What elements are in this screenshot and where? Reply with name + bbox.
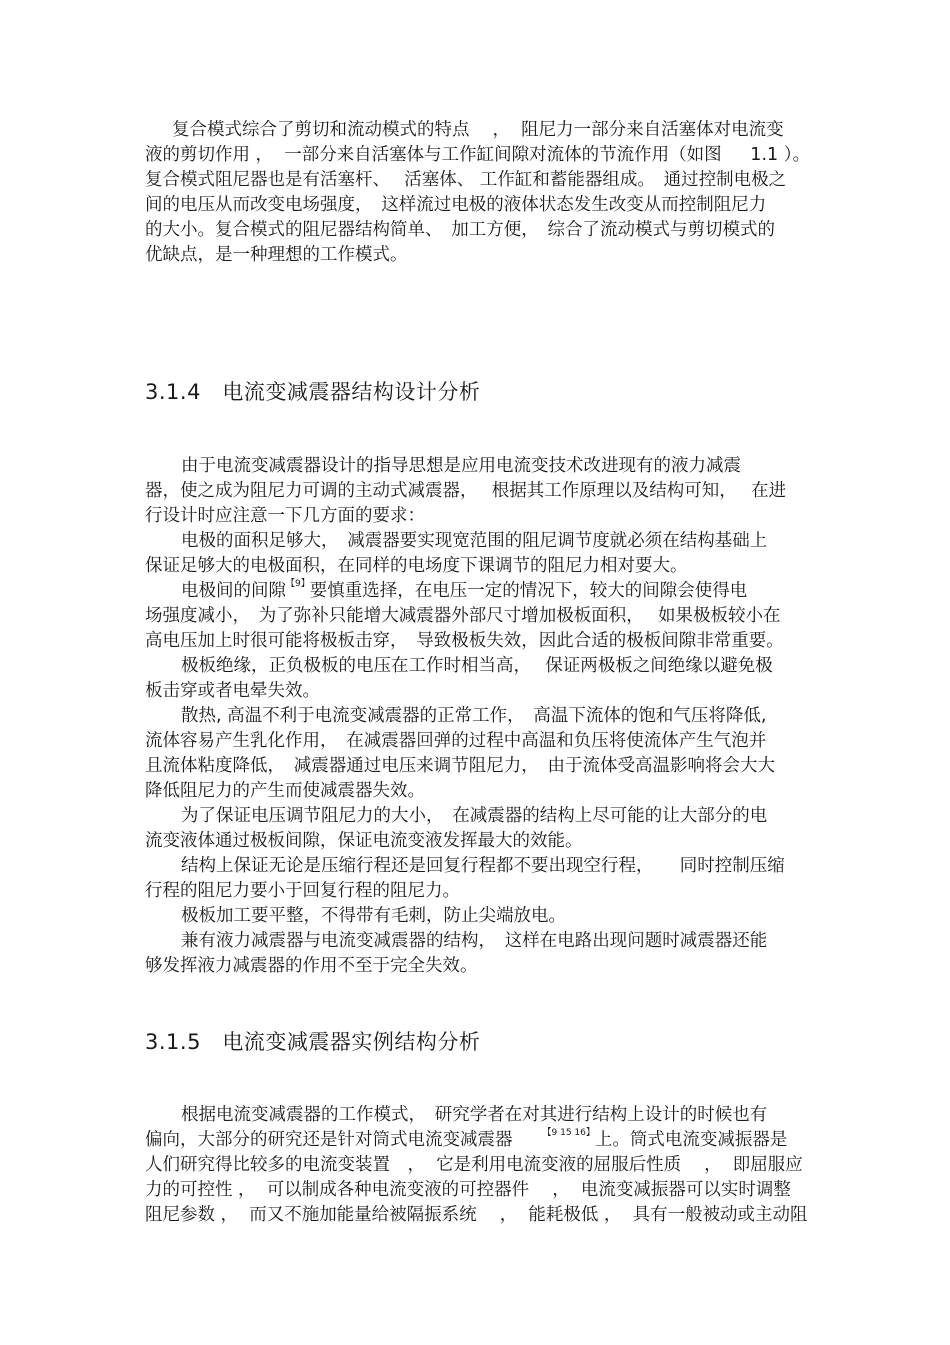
text-line: 结构上保证无论是压缩行程还是回复行程都不要出现空行程， 同时控制压缩 — [181, 856, 785, 876]
text-line: 流体容易产生乳化作用， 在减震器回弹的过程中高温和负压将使流体产生气泡并 — [145, 731, 767, 751]
text-line: 的大小。复合模式的阻尼器结构简单、 加工方便， 综合了流动模式与剪切模式的 — [145, 220, 775, 240]
text-line: 极板绝缘，正负极板的电压在工作时相当高， 保证两极板之间绝缘以避免极 — [181, 656, 773, 676]
text-segment: 要慎重选择，在电压一定的情况下，较大的间隙会使得电 — [309, 581, 748, 601]
text-line: 由于电流变减震器设计的指导思想是应用电流变技术改进现有的液力减震 — [181, 456, 741, 476]
text-line: 阻尼参数 ， 而又不施加能量给被隔振系统 ， 能耗极低 ， 具有一般被动或主动阻 — [145, 1205, 808, 1225]
text-line — [181, 580, 747, 602]
section-heading-3-1-5: 3.1.5 电流变减震器实例结构分析 — [145, 1030, 481, 1054]
text-line — [145, 1129, 787, 1151]
text-line: 间的电压从而改变电场强度， 这样流过电极的液体状态发生改变从而控制阻尼力 — [145, 195, 767, 215]
text-line: 兼有液力减震器与电流变减震器的结构， 这样在电路出现问题时减震器还能 — [181, 931, 768, 951]
text-line: 器，使之成为阻尼力可调的主动式减震器， 根据其工作原理以及结构可知， 在进 — [145, 481, 787, 501]
text-segment: 偏向，大部分的研究还是针对筒式电流变减震器 — [145, 1130, 513, 1150]
text-segment: 电极间的间隙 — [181, 581, 286, 601]
text-line: 板击穿或者电晕失效。 — [145, 681, 320, 701]
section-heading-3-1-4: 3.1.4 电流变减震器结构设计分析 — [145, 380, 481, 404]
text-line: 场强度减小， 为了弥补只能增大减震器外部尺寸增加极板面积， 如果极板较小在 — [145, 606, 781, 626]
text-line: 优缺点，是一种理想的工作模式。 — [145, 245, 408, 265]
text-line: 力的可控性 ， 可以制成各种电流变液的可控器件 ， 电流变减振器可以实时调整 — [145, 1180, 791, 1200]
text-line: 电极的面积足够大， 减震器要实现宽范围的阻尼调节度就必须在结构基础上 — [181, 531, 768, 551]
citation-marker: 【9 15 16】 — [542, 1128, 595, 1139]
text-line: 且流体粘度降低， 减震器通过电压来调节阻尼力， 由于流体受高温影响将会大大 — [145, 756, 775, 776]
text-line: 人们研究得比较多的电流变装置 ， 它是利用电流变液的屈服后性质 ， 即屈服应 — [145, 1155, 803, 1175]
text-line: 行设计时应注意一下几方面的要求： — [145, 506, 425, 526]
text-line: 高电压加上时很可能将极板击穿， 导致极板失效，因此合适的极板间隙非常重要。 — [145, 631, 784, 651]
text-line: 复合模式阻尼器也是有活塞杆、 活塞体、 工作缸和蓄能器组成。 通过控制电极之 — [145, 170, 787, 190]
text-line: 根据电流变减震器的工作模式， 研究学者在对其进行结构上设计的时候也有 — [181, 1105, 768, 1125]
citation-marker: 【9】 — [286, 579, 310, 590]
text-line: 复合模式综合了剪切和流动模式的特点 ， 阻尼力一部分来自活塞体对电流变 — [172, 120, 784, 140]
text-line: 为了保证电压调节阻尼力的大小， 在减震器的结构上尽可能的让大部分的电 — [181, 806, 768, 826]
text-line: 保证足够大的电极面积，在同样的电场度下课调节的阻尼力相对要大。 — [145, 556, 688, 576]
text-segment: 上。筒式电流变减振器是 — [594, 1130, 788, 1150]
text-line: 极板加工要平整，不得带有毛刺，防止尖端放电。 — [181, 906, 566, 926]
text-line: 降低阻尼力的产生而使减震器失效。 — [145, 781, 425, 801]
text-line: 液的剪切作用 ， 一部分来自活塞体与工作缸间隙对流体的节流作用（如图 1.1 ）。 — [145, 145, 810, 165]
text-line: 散热, 高温不利于电流变减震器的正常工作， 高温下流体的饱和气压将降低, — [181, 706, 767, 726]
text-line: 行程的阻尼力要小于回复行程的阻尼力。 — [145, 881, 460, 901]
text-line: 够发挥液力减震器的作用不至于完全失效。 — [145, 956, 478, 976]
text-line: 流变液体通过极板间隙，保证电流变液发挥最大的效能。 — [145, 831, 583, 851]
